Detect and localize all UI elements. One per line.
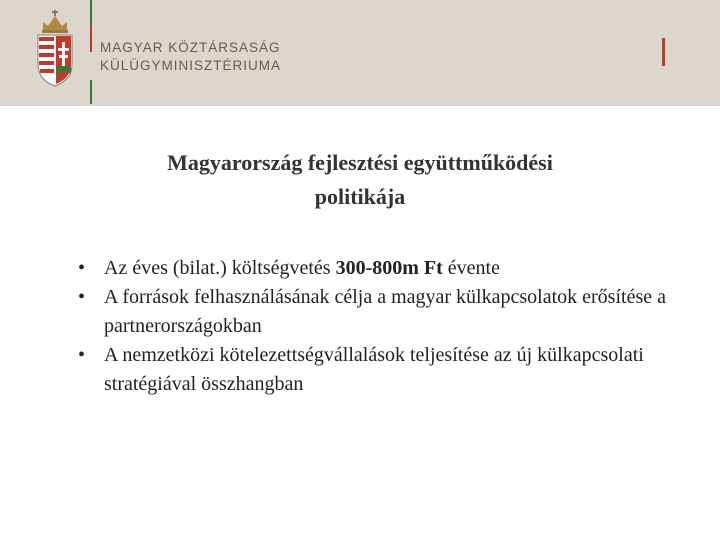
divider-green-top (90, 0, 92, 26)
bullet-list (78, 254, 678, 399)
slide-title-line-2: politikája (314, 184, 406, 209)
bullet-dot-icon: • (78, 286, 86, 308)
bullet-dot-icon: • (78, 344, 86, 366)
bullet-item (78, 283, 678, 341)
bullet-text: A források felhasználásának célja a magyar külkapcsolatok erősítése a partnerországokban (104, 286, 666, 337)
bullet-text: A nemzetközi kötelezettségvállalások teljesítése az új külkapcsolati stratégiával összhangban (104, 344, 644, 395)
coat-of-arms-icon (34, 8, 76, 88)
header-band (0, 0, 720, 106)
bullet-text-post: évente (442, 257, 500, 279)
bullet-text-pre: Az éves (bilat.) költségvetés (104, 257, 336, 279)
slide-title (0, 146, 720, 214)
bullet-text-bold: 300-800m Ft (335, 257, 443, 279)
bullet-item (78, 254, 678, 283)
bullet-dot-icon: • (78, 257, 86, 279)
accent-bar-right (662, 38, 665, 66)
org-name-line-1: MAGYAR KÖZTÁRSASÁG (100, 40, 281, 55)
slide-title-line-1: Magyarország fejlesztési együttműködési (167, 150, 553, 175)
bullet-item (78, 341, 678, 399)
divider-green-bottom (90, 80, 92, 104)
divider-red (90, 26, 92, 52)
org-name-line-2: KÜLÜGYMINISZTÉRIUMA (100, 58, 282, 73)
